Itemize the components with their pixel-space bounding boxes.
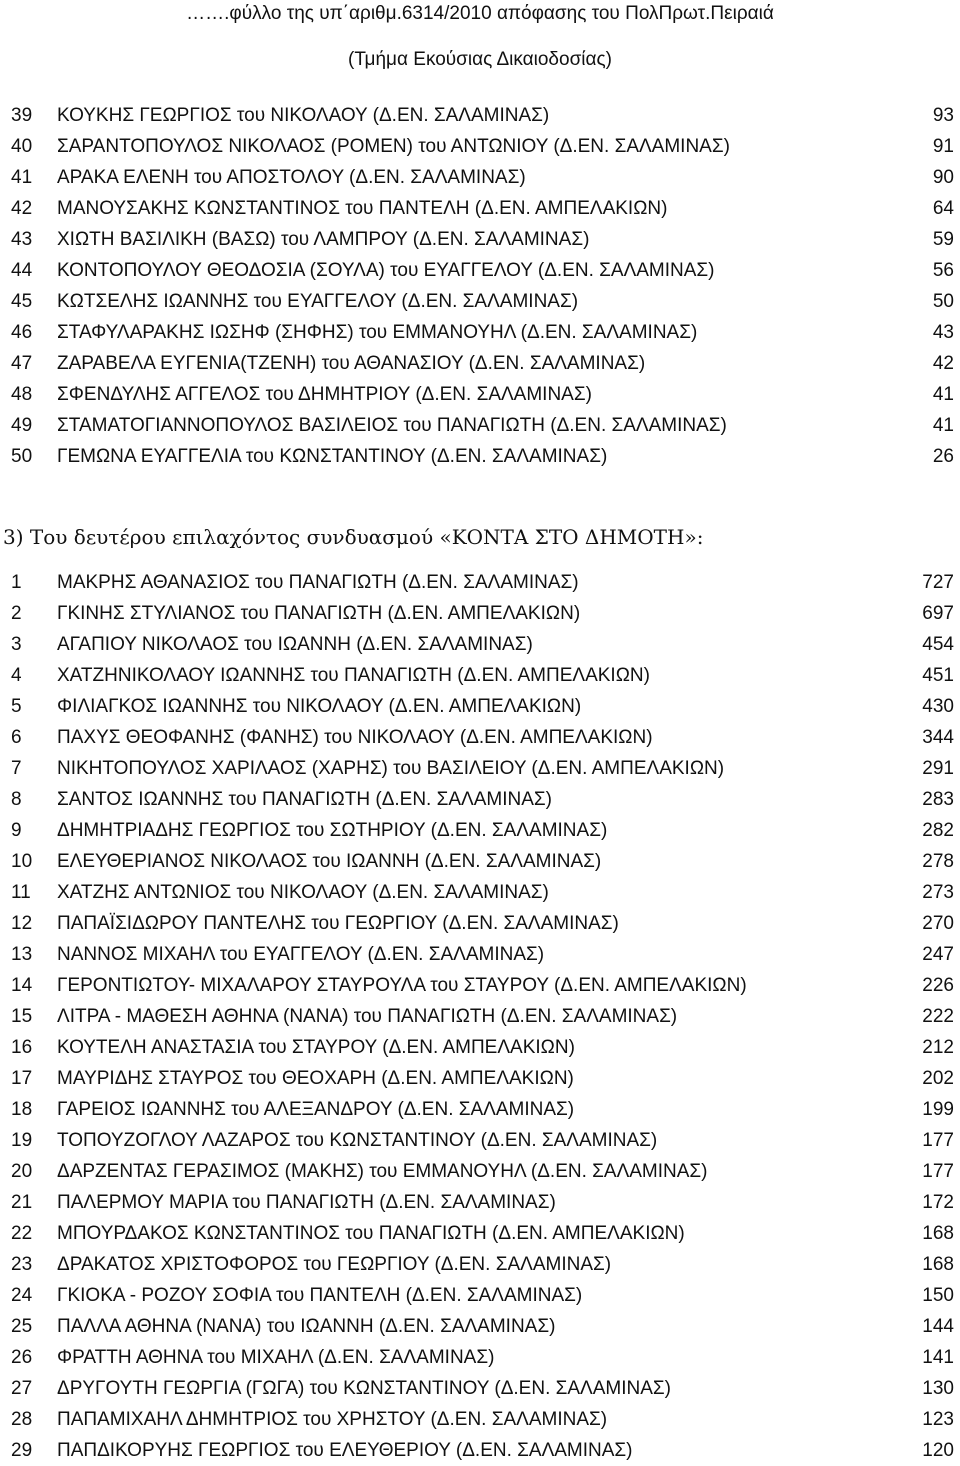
candidate-row: [0, 846, 960, 877]
candidate-number: 24: [11, 1285, 33, 1306]
candidate-name: ΠΑΠΑΜΙΧΑΗΛ ΔΗΜΗΤΡΙΟΣ του ΧΡΗΣΤΟΥ (Δ.ΕΝ. ΣΑΛΑΜΙΝΑΣ): [57, 1409, 608, 1430]
candidate-row: [0, 410, 960, 441]
candidate-name: ΝΑΝΝΟΣ ΜΙΧΑΗΛ του ΕΥΑΓΓΕΛΟΥ (Δ.ΕΝ. ΣΑΛΑΜΙΝΑΣ): [57, 944, 545, 965]
candidate-number: 5: [11, 696, 22, 717]
candidate-number: 8: [11, 789, 22, 810]
candidate-name: ΕΛΕΥΘΕΡΙΑΝΟΣ ΝΙΚΟΛΑΟΣ του ΙΩΑΝΝΗ (Δ.ΕΝ. ΣΑΛΑΜΙΝΑΣ): [57, 851, 602, 872]
candidate-name: ΝΙΚΗΤΟΠΟΥΛΟΣ ΧΑΡΙΛΑΟΣ (ΧΑΡΗΣ) του ΒΑΣΙΛΕΙΟΥ (Δ.ΕΝ. ΑΜΠΕΛΑΚΙΩΝ): [57, 758, 725, 779]
candidate-votes: 270: [922, 913, 954, 934]
candidate-number: 3: [11, 634, 22, 655]
candidate-row: [0, 722, 960, 753]
candidate-votes: 41: [932, 384, 954, 405]
candidate-name: ΧΑΤΖΗΣ ΑΝΤΩΝΙΟΣ του ΝΙΚΟΛΑΟΥ (Δ.ΕΝ. ΣΑΛΑΜΙΝΑΣ): [57, 882, 549, 903]
candidate-row: [0, 815, 960, 846]
candidate-name: ΣΑΝΤΟΣ ΙΩΑΝΝΗΣ του ΠΑΝΑΓΙΩΤΗ (Δ.ΕΝ. ΣΑΛΑΜΙΝΑΣ): [57, 789, 552, 810]
candidate-number: 2: [11, 603, 22, 624]
candidate-row: [0, 379, 960, 410]
candidate-name: ΜΑΚΡΗΣ ΑΘΑΝΑΣΙΟΣ του ΠΑΝΑΓΙΩΤΗ (Δ.ΕΝ. ΣΑΛΑΜΙΝΑΣ): [57, 572, 579, 593]
candidate-row: [0, 1249, 960, 1280]
candidate-name: ΓΚΙΟΚΑ - ΡΟΖΟΥ ΣΟΦΙΑ του ΠΑΝΤΕΛΗ (Δ.ΕΝ. ΣΑΛΑΜΙΝΑΣ): [57, 1285, 583, 1306]
candidate-row: [0, 1063, 960, 1094]
candidate-votes: 697: [922, 603, 954, 624]
candidate-row: [0, 100, 960, 131]
candidate-row: [0, 660, 960, 691]
candidate-name: ΧΑΤΖΗΝΙΚΟΛΑΟΥ ΙΩΑΝΝΗΣ του ΠΑΝΑΓΙΩΤΗ (Δ.ΕΝ. ΑΜΠΕΛΑΚΙΩΝ): [57, 665, 650, 686]
candidate-number: 44: [11, 260, 33, 281]
candidate-number: 28: [11, 1409, 33, 1430]
candidate-number: 10: [11, 851, 33, 872]
candidate-number: 29: [11, 1440, 33, 1461]
candidate-row: [0, 1156, 960, 1187]
candidate-number: 45: [11, 291, 33, 312]
candidate-votes: 90: [932, 167, 954, 188]
candidate-number: 46: [11, 322, 33, 343]
candidate-name: ΓΕΜΩΝΑ ΕΥΑΓΓΕΛΙΑ του ΚΩΝΣΤΑΝΤΙΝΟΥ (Δ.ΕΝ. ΣΑΛΑΜΙΝΑΣ): [57, 446, 608, 467]
candidate-row: [0, 1032, 960, 1063]
candidate-row: [0, 939, 960, 970]
candidate-name: ΠΑΛΛΑ ΑΘΗΝΑ (ΝΑΝΑ) του ΙΩΑΝΝΗ (Δ.ΕΝ. ΣΑΛΑΜΙΝΑΣ): [57, 1316, 556, 1337]
candidate-name: ΠΑΠΔΙΚΟΡΥΗΣ ΓΕΩΡΓΙΟΣ του ΕΛΕΥΘΕΡΙΟΥ (Δ.ΕΝ. ΣΑΛΑΜΙΝΑΣ): [57, 1440, 633, 1461]
candidate-row: [0, 286, 960, 317]
candidate-name: ΚΟΥΚΗΣ ΓΕΩΡΓΙΟΣ του ΝΙΚΟΛΑΟΥ (Δ.ΕΝ. ΣΑΛΑΜΙΝΑΣ): [57, 105, 550, 126]
candidate-row: [0, 1342, 960, 1373]
candidate-number: 15: [11, 1006, 33, 1027]
candidate-votes: 130: [922, 1378, 954, 1399]
candidate-name: ΧΙΩΤΗ ΒΑΣΙΛΙΚΗ (ΒΑΣΩ) του ΛΑΜΠΡΟΥ (Δ.ΕΝ. ΣΑΛΑΜΙΝΑΣ): [57, 229, 590, 250]
candidate-number: 42: [11, 198, 33, 219]
candidate-votes: 168: [922, 1254, 954, 1275]
candidate-row: [0, 1094, 960, 1125]
candidate-number: 4: [11, 665, 22, 686]
candidate-name: ΚΟΥΤΕΛΗ ΑΝΑΣΤΑΣΙΑ του ΣΤΑΥΡΟΥ (Δ.ΕΝ. ΑΜΠΕΛΑΚΙΩΝ): [57, 1037, 575, 1058]
candidate-name: ΣΤΑΜΑΤΟΓΙΑΝΝΟΠΟΥΛΟΣ ΒΑΣΙΛΕΙΟΣ του ΠΑΝΑΓΙΩΤΗ (Δ.ΕΝ. ΣΑΛΑΜΙΝΑΣ): [57, 415, 727, 436]
candidate-row: [0, 317, 960, 348]
candidate-row: [0, 1218, 960, 1249]
candidate-row: [0, 1435, 960, 1466]
candidate-name: ΜΠΟΥΡΔΑΚΟΣ ΚΩΝΣΤΑΝΤΙΝΟΣ του ΠΑΝΑΓΙΩΤΗ (Δ.ΕΝ. ΑΜΠΕΛΑΚΙΩΝ): [57, 1223, 685, 1244]
candidate-number: 9: [11, 820, 22, 841]
candidate-votes: 199: [922, 1099, 954, 1120]
candidate-votes: 278: [922, 851, 954, 872]
candidate-number: 1: [11, 572, 22, 593]
candidate-name: ΜΑΝΟΥΣΑΚΗΣ ΚΩΝΣΤΑΝΤΙΝΟΣ του ΠΑΝΤΕΛΗ (Δ.ΕΝ. ΑΜΠΕΛΑΚΙΩΝ): [57, 198, 668, 219]
candidate-row: [0, 1373, 960, 1404]
candidate-row: [0, 162, 960, 193]
candidate-votes: 273: [922, 882, 954, 903]
candidate-row: [0, 908, 960, 939]
candidate-number: 14: [11, 975, 33, 996]
candidate-votes: 172: [922, 1192, 954, 1213]
candidate-row: [0, 441, 960, 472]
candidate-name: ΔΡΥΓΟΥΤΗ ΓΕΩΡΓΙΑ (ΓΩΓΑ) του ΚΩΝΣΤΑΝΤΙΝΟΥ (Δ.ΕΝ. ΣΑΛΑΜΙΝΑΣ): [57, 1378, 671, 1399]
candidate-row: [0, 1187, 960, 1218]
candidate-votes: 120: [922, 1440, 954, 1461]
candidate-number: 18: [11, 1099, 33, 1120]
candidate-row: [0, 567, 960, 598]
candidate-number: 23: [11, 1254, 33, 1275]
candidate-name: ΣΑΡΑΝΤΟΠΟΥΛΟΣ ΝΙΚΟΛΑΟΣ (ΡΟΜΕΝ) του ΑΝΤΩΝΙΟΥ (Δ.ΕΝ. ΣΑΛΑΜΙΝΑΣ): [57, 136, 730, 157]
candidate-name: ΑΡΑΚΑ ΕΛΕΝΗ του ΑΠΟΣΤΟΛΟΥ (Δ.ΕΝ. ΣΑΛΑΜΙΝΑΣ): [57, 167, 526, 188]
candidate-name: ΔΑΡΖΕΝΤΑΣ ΓΕΡΑΣΙΜΟΣ (ΜΑΚΗΣ) του ΕΜΜΑΝΟΥΗΛ (Δ.ΕΝ. ΣΑΛΑΜΙΝΑΣ): [57, 1161, 708, 1182]
candidate-votes: 141: [922, 1347, 954, 1368]
header-reference-line: …….φύλλο της υπ΄αριθμ.6314/2010 απόφασης του ΠολΠρωτ.Πειραιά: [186, 3, 774, 24]
candidate-number: 48: [11, 384, 33, 405]
candidate-votes: 454: [922, 634, 954, 655]
candidate-row: [0, 691, 960, 722]
candidate-row: [0, 1001, 960, 1032]
candidate-votes: 56: [932, 260, 954, 281]
candidate-votes: 43: [932, 322, 954, 343]
candidate-votes: 282: [922, 820, 954, 841]
candidate-name: ΓΕΡΟΝΤΙΩΤΟΥ- ΜΙΧΑΛΑΡΟΥ ΣΤΑΥΡΟΥΛΑ του ΣΤΑΥΡΟΥ (Δ.ΕΝ. ΑΜΠΕΛΑΚΙΩΝ): [57, 975, 747, 996]
candidate-name: ΛΙΤΡΑ - ΜΑΘΕΣΗ ΑΘΗΝΑ (ΝΑΝΑ) του ΠΑΝΑΓΙΩΤΗ (Δ.ΕΝ. ΣΑΛΑΜΙΝΑΣ): [57, 1006, 678, 1027]
candidate-votes: 247: [922, 944, 954, 965]
candidate-row: [0, 255, 960, 286]
candidate-number: 16: [11, 1037, 33, 1058]
candidate-votes: 283: [922, 789, 954, 810]
candidate-row: [0, 131, 960, 162]
header-department-line: (Τμήμα Εκούσιας Δικαιοδοσίας): [348, 49, 612, 70]
candidate-name: ΠΑΛΕΡΜΟΥ ΜΑΡΙΑ του ΠΑΝΑΓΙΩΤΗ (Δ.ΕΝ. ΣΑΛΑΜΙΝΑΣ): [57, 1192, 556, 1213]
candidate-votes: 344: [922, 727, 954, 748]
candidate-number: 47: [11, 353, 33, 374]
candidate-row: [0, 348, 960, 379]
candidate-votes: 291: [922, 758, 954, 779]
candidate-number: 50: [11, 446, 33, 467]
candidate-row: [0, 970, 960, 1001]
candidate-votes: 26: [932, 446, 954, 467]
candidate-row: [0, 224, 960, 255]
candidate-votes: 91: [932, 136, 954, 157]
candidate-name: ΖΑΡΑΒΕΛΑ ΕΥΓΕΝΙΑ(ΤΖΕΝΗ) του ΑΘΑΝΑΣΙΟΥ (Δ.ΕΝ. ΣΑΛΑΜΙΝΑΣ): [57, 353, 646, 374]
candidate-name: ΔΡΑΚΑΤΟΣ ΧΡΙΣΤΟΦΟΡΟΣ του ΓΕΩΡΓΙΟΥ (Δ.ΕΝ. ΣΑΛΑΜΙΝΑΣ): [57, 1254, 612, 1275]
candidate-number: 39: [11, 105, 33, 126]
candidate-row: [0, 193, 960, 224]
candidate-row: [0, 1311, 960, 1342]
candidate-votes: 93: [932, 105, 954, 126]
candidate-name: ΤΟΠΟΥΖΟΓΛΟΥ ΛΑΖΑΡΟΣ του ΚΩΝΣΤΑΝΤΙΝΟΥ (Δ.ΕΝ. ΣΑΛΑΜΙΝΑΣ): [57, 1130, 658, 1151]
candidate-votes: 64: [932, 198, 954, 219]
candidate-votes: 41: [932, 415, 954, 436]
candidate-votes: 202: [922, 1068, 954, 1089]
candidate-row: [0, 1404, 960, 1435]
candidate-number: 26: [11, 1347, 33, 1368]
candidate-number: 49: [11, 415, 33, 436]
candidate-number: 27: [11, 1378, 33, 1399]
candidate-votes: 144: [922, 1316, 954, 1337]
candidate-number: 25: [11, 1316, 33, 1337]
candidate-number: 19: [11, 1130, 33, 1151]
candidate-votes: 177: [922, 1161, 954, 1182]
candidate-name: ΣΤΑΦΥΛΑΡΑΚΗΣ ΙΩΣΗΦ (ΣΗΦΗΣ) του ΕΜΜΑΝΟΥΗΛ (Δ.ΕΝ. ΣΑΛΑΜΙΝΑΣ): [57, 322, 698, 343]
candidate-votes: 50: [932, 291, 954, 312]
candidate-name: ΑΓΑΠΙΟΥ ΝΙΚΟΛΑΟΣ του ΙΩΑΝΝΗ (Δ.ΕΝ. ΣΑΛΑΜΙΝΑΣ): [57, 634, 533, 655]
candidate-number: 17: [11, 1068, 33, 1089]
candidate-votes: 727: [922, 572, 954, 593]
candidate-votes: 451: [922, 665, 954, 686]
candidate-name: ΚΟΝΤΟΠΟΥΛΟΥ ΘΕΟΔΟΣΙΑ (ΣΟΥΛΑ) του ΕΥΑΓΓΕΛΟΥ (Δ.ΕΝ. ΣΑΛΑΜΙΝΑΣ): [57, 260, 715, 281]
candidate-name: ΦΙΛΙΑΓΚΟΣ ΙΩΑΝΝΗΣ του ΝΙΚΟΛΑΟΥ (Δ.ΕΝ. ΑΜΠΕΛΑΚΙΩΝ): [57, 696, 582, 717]
candidate-row: [0, 1280, 960, 1311]
candidate-number: 43: [11, 229, 33, 250]
candidate-number: 13: [11, 944, 33, 965]
candidate-name: ΣΦΕΝΔΥΛΗΣ ΑΓΓΕΛΟΣ του ΔΗΜΗΤΡΙΟΥ (Δ.ΕΝ. ΣΑΛΑΜΙΝΑΣ): [57, 384, 592, 405]
candidate-row: [0, 877, 960, 908]
candidate-number: 22: [11, 1223, 33, 1244]
candidate-votes: 150: [922, 1285, 954, 1306]
candidate-row: [0, 1125, 960, 1156]
candidate-name: ΚΩΤΣΕΛΗΣ ΙΩΑΝΝΗΣ του ΕΥΑΓΓΕΛΟΥ (Δ.ΕΝ. ΣΑΛΑΜΙΝΑΣ): [57, 291, 579, 312]
candidate-votes: 42: [932, 353, 954, 374]
candidate-row: [0, 629, 960, 660]
candidate-number: 41: [11, 167, 33, 188]
candidate-votes: 168: [922, 1223, 954, 1244]
candidate-row: [0, 598, 960, 629]
candidate-number: 40: [11, 136, 33, 157]
candidate-votes: 222: [922, 1006, 954, 1027]
candidate-name: ΜΑΥΡΙΔΗΣ ΣΤΑΥΡΟΣ του ΘΕΟΧΑΡΗ (Δ.ΕΝ. ΑΜΠΕΛΑΚΙΩΝ): [57, 1068, 574, 1089]
candidate-number: 6: [11, 727, 22, 748]
candidate-number: 21: [11, 1192, 33, 1213]
candidate-name: ΔΗΜΗΤΡΙΑΔΗΣ ΓΕΩΡΓΙΟΣ του ΣΩΤΗΡΙΟΥ (Δ.ΕΝ. ΣΑΛΑΜΙΝΑΣ): [57, 820, 608, 841]
candidate-name: ΠΑΧΥΣ ΘΕΟΦΑΝΗΣ (ΦΑΝΗΣ) του ΝΙΚΟΛΑΟΥ (Δ.ΕΝ. ΑΜΠΕΛΑΚΙΩΝ): [57, 727, 653, 748]
candidate-name: ΦΡΑΤΤΗ ΑΘΗΝΑ του ΜΙΧΑΗΛ (Δ.ΕΝ. ΣΑΛΑΜΙΝΑΣ): [57, 1347, 495, 1368]
candidate-row: [0, 753, 960, 784]
candidate-name: ΓΚΙΝΗΣ ΣΤΥΛΙΑΝΟΣ του ΠΑΝΑΓΙΩΤΗ (Δ.ΕΝ. ΑΜΠΕΛΑΚΙΩΝ): [57, 603, 581, 624]
candidate-name: ΓΑΡΕΙΟΣ ΙΩΑΝΝΗΣ του ΑΛΕΞΑΝΔΡΟΥ (Δ.ΕΝ. ΣΑΛΑΜΙΝΑΣ): [57, 1099, 575, 1120]
candidate-votes: 430: [922, 696, 954, 717]
candidate-number: 7: [11, 758, 22, 779]
candidate-votes: 212: [922, 1037, 954, 1058]
candidate-name: ΠΑΠΑΪΣΙΔΩΡΟΥ ΠΑΝΤΕΛΗΣ του ΓΕΩΡΓΙΟΥ (Δ.ΕΝ. ΣΑΛΑΜΙΝΑΣ): [57, 913, 619, 934]
candidate-number: 20: [11, 1161, 33, 1182]
candidate-row: [0, 784, 960, 815]
section-title-second-runner-up: 3) Του δευτέρου επιλαχόντος συνδυασμού «ΚΟΝΤΑ ΣΤΟ ΔΗΜΟΤΗ»:: [3, 525, 704, 549]
candidate-votes: 226: [922, 975, 954, 996]
candidate-votes: 177: [922, 1130, 954, 1151]
candidate-number: 12: [11, 913, 33, 934]
candidate-votes: 123: [922, 1409, 954, 1430]
candidate-number: 11: [11, 882, 31, 903]
candidate-votes: 59: [932, 229, 954, 250]
